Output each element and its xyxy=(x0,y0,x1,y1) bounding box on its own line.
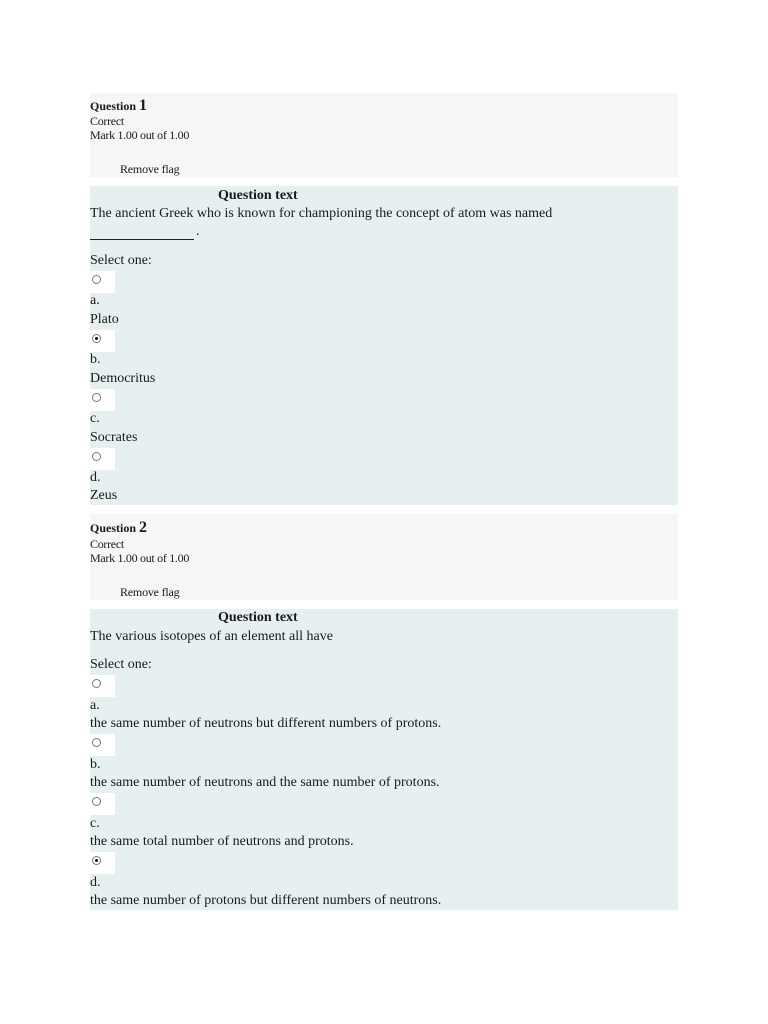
option-a-radio[interactable] xyxy=(92,275,101,284)
question-1-content xyxy=(90,186,678,505)
option-a-radio-container xyxy=(90,271,115,293)
remove-flag-link[interactable]: Remove flag xyxy=(120,162,180,176)
option-c-radio-container xyxy=(90,389,115,411)
option-b-text[interactable]: the same number of neutrons and the same number of protons. xyxy=(90,775,440,790)
option-c-radio[interactable] xyxy=(92,797,101,806)
option-d-letter: d. xyxy=(90,470,101,485)
answer-blank xyxy=(90,238,194,240)
question-grade: Mark 1.00 out of 1.00 xyxy=(90,551,190,565)
option-b-letter: b. xyxy=(90,757,101,772)
question-number-value: 2 xyxy=(139,519,148,536)
option-c-radio-container xyxy=(90,793,115,815)
option-d-letter: d. xyxy=(90,875,101,890)
option-c-text[interactable]: Socrates xyxy=(90,430,138,445)
question-text-heading: Question text xyxy=(218,188,298,203)
option-a-text[interactable]: the same number of neutrons but different numbers of protons. xyxy=(90,716,442,731)
question-2-content xyxy=(90,609,678,910)
option-b-text[interactable]: Democritus xyxy=(90,371,156,386)
option-b-radio[interactable] xyxy=(92,334,101,343)
question-text: The ancient Greek who is known for championing the concept of atom was named xyxy=(90,206,553,221)
option-a-letter: a. xyxy=(90,698,100,713)
question-label: Question xyxy=(90,521,137,535)
option-d-radio-container xyxy=(90,852,115,874)
option-d-radio[interactable] xyxy=(92,452,101,461)
option-c-letter: c. xyxy=(90,411,100,426)
option-b-radio-container xyxy=(90,734,115,756)
option-a-radio-container xyxy=(90,675,115,697)
question-state: Correct xyxy=(90,114,124,128)
remove-flag-link[interactable]: Remove flag xyxy=(120,585,180,599)
option-d-text[interactable]: Zeus xyxy=(90,488,118,503)
select-one-prompt: Select one: xyxy=(90,657,152,672)
option-b-letter: b. xyxy=(90,352,101,367)
select-one-prompt: Select one: xyxy=(90,253,152,268)
option-c-radio[interactable] xyxy=(92,393,101,402)
question-grade: Mark 1.00 out of 1.00 xyxy=(90,128,190,142)
option-b-radio[interactable] xyxy=(92,738,101,747)
option-a-radio[interactable] xyxy=(92,679,101,688)
option-d-radio[interactable] xyxy=(92,856,101,865)
question-number-value: 1 xyxy=(139,97,148,114)
option-a-text[interactable]: Plato xyxy=(90,312,119,327)
question-label: Question xyxy=(90,99,137,113)
question-text: The various isotopes of an element all have xyxy=(90,629,333,644)
option-d-text[interactable]: the same number of protons but different numbers of neutrons. xyxy=(90,893,442,908)
option-c-text[interactable]: the same total number of neutrons and protons. xyxy=(90,834,354,849)
question-text-heading: Question text xyxy=(218,610,298,625)
question-number xyxy=(90,519,147,537)
option-a-letter: a. xyxy=(90,293,100,308)
question-state: Correct xyxy=(90,537,124,551)
question-1-info xyxy=(90,93,678,177)
option-c-letter: c. xyxy=(90,816,100,831)
option-d-radio-container xyxy=(90,448,115,470)
answer-blank-period: . xyxy=(196,224,200,239)
option-b-radio-container xyxy=(90,330,115,352)
question-number xyxy=(90,97,147,115)
question-2-info xyxy=(90,514,678,600)
